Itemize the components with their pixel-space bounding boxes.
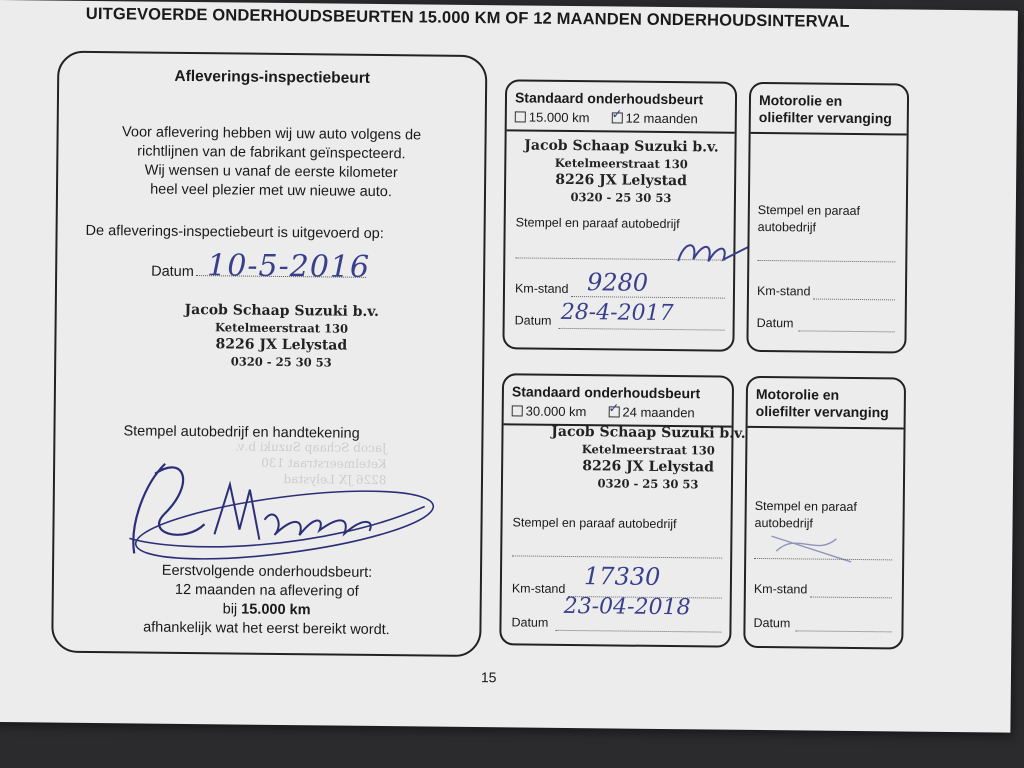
oil-title-line: Motorolie en [755, 385, 840, 403]
month-option[interactable] [608, 404, 694, 420]
intro-line: Voor aflevering hebben wij uw auto volgens de [122, 124, 422, 144]
stamp-paraaf-label: Stempel en paraaf autobedrijf [512, 515, 677, 532]
delivery-done-text: De afleverings-inspectiebeurt is uitgevoerd op: [85, 222, 384, 243]
stamp-city: 8226 JX Lelystad [555, 171, 688, 190]
oil-change-box-2 [743, 376, 906, 650]
oil-stamp-label-line: autobedrijf [757, 219, 817, 235]
page-header: UITGEVOERDE ONDERHOUDSBEURTEN 15.000 KM OF 12 MAANDEN ONDERHOUDSINTERVAL [85, 4, 850, 31]
stamp-phone: 0320 - 25 30 53 [570, 189, 672, 206]
delivery-intro [78, 123, 465, 203]
km-option-label: 15.000 km [528, 109, 590, 126]
oil-stamp-label-line: Stempel en paraaf [757, 202, 861, 219]
service-box-2 [499, 373, 746, 647]
handwritten-signature [124, 443, 435, 566]
stamp-city: 8226 JX Lelystad [582, 458, 715, 476]
stamp-dealer-name: Jacob Schaap Suzuki b.v. [184, 301, 380, 320]
stamp-street: Ketelmeerstraat 130 [215, 320, 349, 336]
bleed-through-stamp: Jacob Schaap Suzuki b.v. Ketelmeerstraat 130 8226 JX Lelystad [235, 439, 387, 488]
oil-title-line: oliefilter vervanging [758, 108, 892, 127]
km-stand-label: Km-stand [753, 581, 808, 597]
page-number: 15 [480, 669, 497, 686]
oil-stamp-label-line: autobedrijf [754, 515, 814, 531]
next-service-line: 12 maanden na aflevering of [174, 581, 359, 600]
oil-title-line: Motorolie en [758, 91, 843, 109]
month-option-label: 24 maanden [622, 404, 695, 421]
delivery-date-handwritten: 10-5-2016 [207, 248, 371, 285]
stamp-dotted-line [757, 260, 895, 262]
datum-label: Datum [756, 315, 794, 331]
intro-line: Wij wensen u vanaf de eerste kilometer [144, 162, 398, 182]
km-option-label: 30.000 km [525, 403, 587, 420]
service-box-options [512, 403, 695, 420]
km-dotted-line [813, 299, 895, 301]
stamp-dotted-line [512, 555, 722, 558]
datum-dotted-line [559, 328, 725, 331]
intro-line: heel veel plezier met uw nieuwe auto. [150, 181, 392, 201]
oil-title-line: oliefilter vervanging [755, 402, 889, 421]
stamp-city: 8226 JX Lelystad [215, 336, 348, 354]
oil-stamp-label [758, 202, 861, 237]
km-stand-label: Km-stand [756, 283, 811, 299]
stamp-dealer-name: Jacob Schaap Suzuki b.v. [551, 423, 746, 442]
delivery-stamp-label: Stempel autobedrijf en handtekening [123, 423, 360, 442]
km-dotted-line [810, 597, 892, 599]
dealer-stamp [516, 137, 727, 207]
stamp-phone: 0320 - 25 30 53 [597, 476, 699, 492]
delivery-title: Afleverings-inspectiebeurt [174, 67, 371, 87]
checkbox-icon [512, 405, 523, 416]
dealer-stamp [543, 424, 754, 494]
km-stand-label: Km-stand [514, 281, 569, 296]
service-box-title: Standaard onderhoudsbeurt [511, 383, 701, 402]
stamp-paraaf-label: Stempel en paraaf autobedrijf [515, 215, 680, 232]
service-box-1 [502, 79, 737, 351]
divider [748, 426, 904, 430]
delivery-inspection-box [51, 51, 487, 657]
next-service-line: Eerstvolgende onderhoudsbeurt: [161, 562, 373, 581]
datum-dotted-line [555, 630, 721, 633]
next-service-bij: bij [222, 601, 238, 618]
next-service-text [83, 561, 450, 641]
divider [507, 129, 735, 133]
datum-label: Datum [151, 263, 194, 281]
km-stand-handwritten: 9280 [586, 268, 649, 297]
datum-dotted-line [799, 330, 895, 332]
oil-stamp-label-line: Stempel en paraaf [754, 498, 857, 515]
month-option-label: 12 maanden [625, 110, 698, 127]
stamp-dealer-name: Jacob Schaap Suzuki b.v. [524, 137, 719, 156]
datum-label: Datum [514, 313, 552, 328]
oil-box-title [756, 386, 889, 421]
paraaf-initials [673, 231, 753, 268]
checkbox-checked-icon [608, 406, 619, 417]
service-box-title: Standaard onderhoudsbeurt [514, 89, 704, 108]
km-option[interactable] [512, 403, 587, 419]
stamp-phone: 0320 - 25 30 53 [230, 354, 332, 370]
datum-handwritten: 28-4-2017 [560, 299, 674, 327]
km-stand-label: Km-stand [511, 581, 566, 596]
oil-box-title [759, 92, 892, 127]
month-option[interactable] [611, 110, 697, 126]
datum-label: Datum [511, 615, 549, 630]
next-service-line: afhankelijk wat het eerst bereikt wordt. [143, 619, 390, 639]
datum-handwritten: 23-04-2018 [563, 593, 691, 621]
faint-paraaf-mark [766, 526, 856, 567]
checkbox-checked-icon [611, 112, 622, 123]
intro-line: richtlijnen van de fabrikant geïnspecteerd. [137, 143, 406, 163]
oil-change-box-1 [746, 82, 909, 354]
next-service-km: 15.000 km [241, 601, 311, 619]
stamp-street: Ketelmeerstraat 130 [554, 155, 688, 172]
datum-dotted-line [795, 630, 891, 632]
divider [751, 132, 907, 136]
dealer-stamp [156, 302, 407, 373]
km-option[interactable] [515, 109, 590, 125]
datum-label: Datum [753, 615, 791, 631]
checkbox-icon [515, 111, 526, 122]
km-stand-handwritten: 17330 [583, 562, 661, 591]
stamp-street: Ketelmeerstraat 130 [581, 442, 715, 458]
service-box-options [515, 109, 698, 126]
